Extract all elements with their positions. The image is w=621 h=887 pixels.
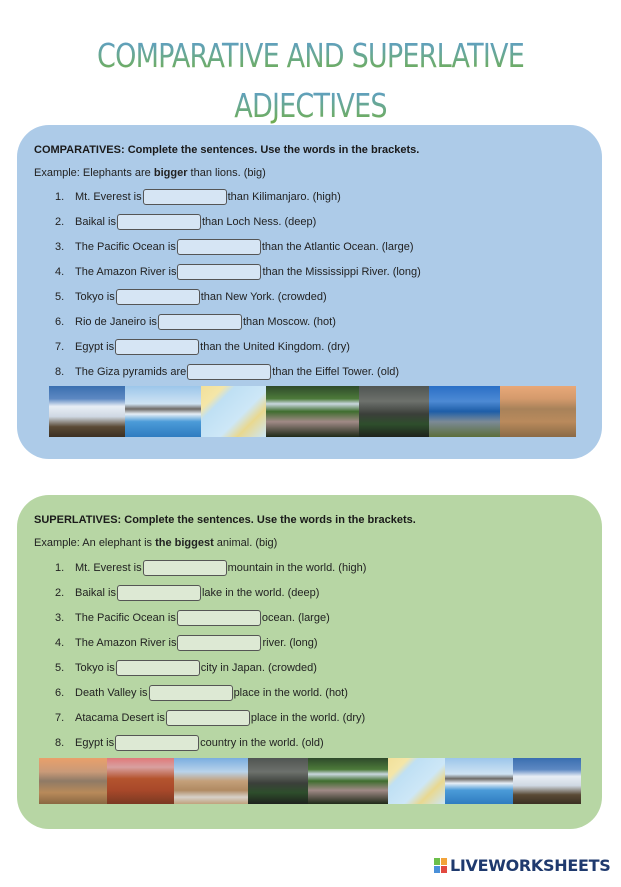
lake-baikal-photo [445,758,513,804]
answer-input[interactable] [116,289,200,305]
worksheet-title-line-2: ADJECTIVES [56,86,565,125]
item-text-after: mountain in the world. (high) [227,562,367,574]
item-number: 6. [55,687,65,699]
item-text-after: ocean. (large) [261,612,330,624]
answer-input[interactable] [117,585,201,601]
item-number: 8. [55,366,65,378]
item-text-before: Egypt is [75,737,115,749]
item-text-before: Mt. Everest is [75,562,142,574]
item-text-before: The Amazon River is [75,637,177,649]
amazon-river-photo [266,386,359,437]
item-text-after: place in the world. (hot) [233,687,348,699]
lake-baikal-photo [125,386,201,437]
item-text-after: than the United Kingdom. (dry) [200,341,350,353]
tokyo-city-photo [248,758,308,804]
rio-de-janeiro-photo [429,386,500,437]
item-text-before: Egypt is [75,341,115,353]
item-text-before: Atacama Desert is [75,712,165,724]
giza-pyramids-photo [39,758,107,804]
item-number: 4. [55,637,65,649]
item-text-after: country in the world. (old) [200,737,324,749]
superlatives-image-strip [39,758,581,804]
item-text-before: Tokyo is [75,291,115,303]
item-text-after: than Loch Ness. (deep) [201,216,317,228]
comparatives-example [34,167,266,179]
comparatives-item-7 [55,338,350,356]
superlatives-panel [17,495,602,829]
answer-input[interactable] [143,560,227,576]
superlatives-item-8 [55,734,324,752]
example-prefix: Example: An elephant is [34,537,156,549]
superlatives-item-3 [55,609,330,627]
answer-input[interactable] [177,264,261,280]
superlatives-item-7 [55,709,365,727]
item-text-before: The Amazon River is [75,266,177,278]
item-text-before: Baikal is [75,587,116,599]
example-bold-answer: the biggest [155,537,214,549]
item-text-after: city in Japan. (crowded) [200,662,317,674]
item-text-after: river. (long) [262,637,318,649]
answer-input[interactable] [166,710,250,726]
comparatives-item-3 [55,238,414,256]
worksheet-title-line-1: COMPARATIVE AND SUPERLATIVE [56,36,565,75]
item-text-before: The Pacific Ocean is [75,241,176,253]
item-text-before: The Pacific Ocean is [75,612,176,624]
superlatives-item-6 [55,684,348,702]
item-text-after: than the Atlantic Ocean. (large) [261,241,414,253]
item-number: 3. [55,612,65,624]
comparatives-item-4 [55,263,421,281]
item-text-after: than the Eiffel Tower. (old) [272,366,400,378]
mount-everest-photo [513,758,581,804]
pacific-ocean-map [388,758,445,804]
amazon-river-photo [308,758,388,804]
superlatives-item-2 [55,584,319,602]
comparatives-heading: COMPARATIVES: Complete the sentences. Use the words in the brackets. [34,144,420,156]
comparatives-item-6 [55,313,336,331]
item-text-after: than the Mississippi River. (long) [262,266,421,278]
item-text-before: Rio de Janeiro is [75,316,157,328]
answer-input[interactable] [149,685,233,701]
answer-input[interactable] [143,189,227,205]
answer-input[interactable] [116,660,200,676]
answer-input[interactable] [177,610,261,626]
item-number: 8. [55,737,65,749]
answer-input[interactable] [177,239,261,255]
item-text-before: Tokyo is [75,662,115,674]
comparatives-item-8 [55,363,399,381]
answer-input[interactable] [115,339,199,355]
comparatives-item-5 [55,288,327,306]
example-suffix: than lions. (big) [187,167,266,179]
item-number: 4. [55,266,65,278]
item-number: 6. [55,316,65,328]
item-text-after: lake in the world. (deep) [201,587,320,599]
item-number: 5. [55,662,65,674]
superlatives-item-5 [55,659,317,677]
item-number: 2. [55,587,65,599]
answer-input[interactable] [115,735,199,751]
logo-text: LIVEWORKSHEETS [450,856,611,875]
comparatives-image-strip [49,386,576,437]
comparatives-item-1 [55,188,341,206]
item-text-before: Baikal is [75,216,116,228]
giza-pyramids-photo [500,386,576,437]
tokyo-city-photo [359,386,429,437]
superlatives-example [34,537,277,549]
item-text-after: than Kilimanjaro. (high) [227,191,341,203]
answer-input[interactable] [158,314,242,330]
pacific-ocean-map [201,386,266,437]
item-text-before: Mt. Everest is [75,191,142,203]
mount-everest-photo [49,386,125,437]
item-number: 7. [55,712,65,724]
answer-input[interactable] [117,214,201,230]
death-valley-photo [174,758,248,804]
item-number: 3. [55,241,65,253]
example-bold-answer: bigger [153,167,188,179]
item-text-before: The Giza pyramids are [75,366,187,378]
comparatives-item-2 [55,213,316,231]
item-text-after: than Moscow. (hot) [242,316,336,328]
item-number: 2. [55,216,65,228]
superlatives-heading: SUPERLATIVES: Complete the sentences. Use the words in the brackets. [34,514,416,526]
answer-input[interactable] [177,635,261,651]
item-number: 1. [55,562,65,574]
comparatives-panel [17,125,602,459]
item-text-after: than New York. (crowded) [200,291,327,303]
item-text-before: Death Valley is [75,687,148,699]
item-number: 5. [55,291,65,303]
example-prefix: Example: Elephants are [34,167,154,179]
item-number: 1. [55,191,65,203]
superlatives-item-1 [55,559,366,577]
superlatives-item-4 [55,634,318,652]
answer-input[interactable] [187,364,271,380]
example-suffix: animal. (big) [213,537,278,549]
atacama-desert-photo [107,758,174,804]
liveworksheets-logo[interactable] [434,856,610,875]
item-number: 7. [55,341,65,353]
item-text-after: place in the world. (dry) [250,712,366,724]
logo-blocks-icon [434,858,447,873]
